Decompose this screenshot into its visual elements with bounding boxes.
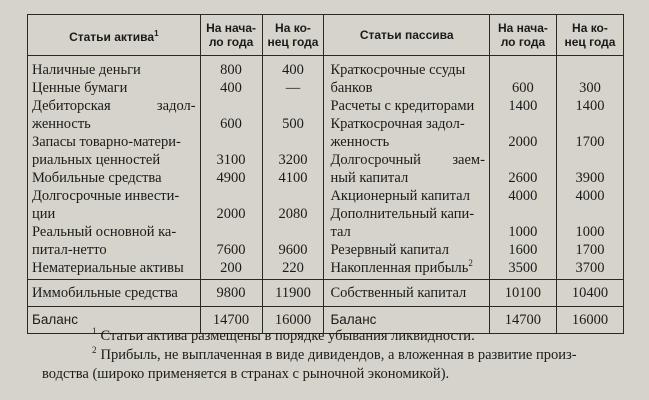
liability-item: Резервный капитал xyxy=(324,241,489,259)
liability-item: тал xyxy=(324,223,489,241)
liability-item: ный капитал xyxy=(324,169,489,187)
liability-item: Накопленная прибыль$^2$ xyxy=(324,259,489,280)
subtotal-row xyxy=(28,280,624,307)
liab-start-of-year-header: На нача- ло года xyxy=(489,15,556,56)
balance-assets-start: 14700 xyxy=(200,307,262,334)
liability-end-value: 4000 xyxy=(556,187,623,205)
liability-end-value: 300 xyxy=(556,79,623,97)
liability-item: Краткосрочные ссуды xyxy=(324,56,489,80)
liability-item: Краткосрочная задол- xyxy=(324,115,489,133)
liability-start-value: 4000 xyxy=(489,187,556,205)
asset-start-value xyxy=(200,133,262,151)
liability-end-value: 1400 xyxy=(556,97,623,115)
immobile-assets-label: Иммобильные средства xyxy=(28,280,201,307)
asset-end-value: 500 xyxy=(262,115,324,133)
liability-item: банков xyxy=(324,79,489,97)
table-row xyxy=(28,187,624,205)
asset-start-value: 400 xyxy=(200,79,262,97)
table-row xyxy=(28,79,624,97)
table-row xyxy=(28,56,624,80)
asset-end-value xyxy=(262,133,324,151)
start-of-year-header: На нача- ло года xyxy=(200,15,262,56)
liab-end-of-year-header: На ко- нец года xyxy=(556,15,623,56)
asset-end-value: 3200 xyxy=(262,151,324,169)
asset-end-value: 2080 xyxy=(262,205,324,223)
asset-item: Нематериальные активы xyxy=(28,259,201,280)
asset-item: питал-нетто xyxy=(28,241,201,259)
liability-end-value xyxy=(556,115,623,133)
table-row xyxy=(28,97,624,115)
table-body xyxy=(28,56,624,280)
end-of-year-header: На ко- нец года xyxy=(262,15,324,56)
asset-item: ции xyxy=(28,205,201,223)
liability-start-value xyxy=(489,205,556,223)
liability-start-value xyxy=(489,115,556,133)
assets-header: Статьи актива$^1$ xyxy=(28,15,201,56)
asset-start-value: 2000 xyxy=(200,205,262,223)
asset-item: Дебиторская задол- xyxy=(28,97,201,115)
asset-item: женность xyxy=(28,115,201,133)
immobile-assets-start: 9800 xyxy=(200,280,262,307)
table-row xyxy=(28,151,624,169)
liability-item: женность xyxy=(324,133,489,151)
table-row xyxy=(28,223,624,241)
asset-start-value xyxy=(200,97,262,115)
table-header-row xyxy=(28,15,624,56)
asset-start-value xyxy=(200,223,262,241)
asset-start-value xyxy=(200,187,262,205)
asset-item: Реальный основной ка- xyxy=(28,223,201,241)
asset-start-value: 600 xyxy=(200,115,262,133)
balance-liabilities-end: 16000 xyxy=(556,307,623,334)
liability-item: Долгосрочный заем- xyxy=(324,151,489,169)
liability-start-value xyxy=(489,56,556,80)
table-row xyxy=(28,133,624,151)
asset-item: Ценные бумаги xyxy=(28,79,201,97)
liability-end-value: 1000 xyxy=(556,223,623,241)
liability-end-value: 3700 xyxy=(556,259,623,280)
equity-start: 10100 xyxy=(489,280,556,307)
footnote-2: $^2$ Прибыль, не выплаченная в виде дивидендов, а вложенная в развитие произ- xyxy=(92,345,577,363)
asset-item: риальных ценностей xyxy=(28,151,201,169)
liability-start-value: 1000 xyxy=(489,223,556,241)
footnote-1: $^1$ Статьи актива размещены в порядке убывания ликвидности. xyxy=(92,326,475,344)
asset-end-value: 4100 xyxy=(262,169,324,187)
equity-end: 10400 xyxy=(556,280,623,307)
asset-end-value xyxy=(262,187,324,205)
liability-end-value: 3900 xyxy=(556,169,623,187)
liability-end-value xyxy=(556,151,623,169)
equity-label: Собственный капитал xyxy=(324,280,489,307)
asset-start-value: 200 xyxy=(200,259,262,280)
table-row xyxy=(28,241,624,259)
balance-liabilities-start: 14700 xyxy=(489,307,556,334)
balance-assets-end: 16000 xyxy=(262,307,324,334)
asset-start-value: 3100 xyxy=(200,151,262,169)
asset-end-value: 9600 xyxy=(262,241,324,259)
asset-start-value: 4900 xyxy=(200,169,262,187)
asset-end-value: 220 xyxy=(262,259,324,280)
liability-end-value xyxy=(556,205,623,223)
balance-label-assets: Баланс xyxy=(28,307,201,334)
footnote-2-continuation: водства (широко применяется в странах с рыночной экономикой). xyxy=(42,366,450,382)
asset-start-value: 800 xyxy=(200,56,262,80)
asset-item: Наличные деньги xyxy=(28,56,201,80)
liability-end-value: 1700 xyxy=(556,133,623,151)
liability-item: Акционерный капитал xyxy=(324,187,489,205)
liability-start-value: 2600 xyxy=(489,169,556,187)
table-row xyxy=(28,259,624,280)
liability-start-value: 1400 xyxy=(489,97,556,115)
asset-start-value: 7600 xyxy=(200,241,262,259)
liability-start-value: 600 xyxy=(489,79,556,97)
liability-start-value xyxy=(489,151,556,169)
balance-sheet-table xyxy=(27,14,624,334)
asset-item: Мобильные средства xyxy=(28,169,201,187)
table-row xyxy=(28,205,624,223)
asset-end-value: 400 xyxy=(262,56,324,80)
table-row xyxy=(28,169,624,187)
liability-end-value xyxy=(556,56,623,80)
liabilities-header: Статьи пассива xyxy=(324,15,489,56)
liability-start-value: 3500 xyxy=(489,259,556,280)
liability-item: Дополнительный капи- xyxy=(324,205,489,223)
asset-end-value: — xyxy=(262,79,324,97)
liability-item: Расчеты с кредиторами xyxy=(324,97,489,115)
asset-item: Долгосрочные инвести- xyxy=(28,187,201,205)
asset-end-value xyxy=(262,223,324,241)
liability-start-value: 1600 xyxy=(489,241,556,259)
footnotes xyxy=(42,326,632,384)
balance-label-liabilities: Баланс xyxy=(324,307,489,334)
table-row xyxy=(28,115,624,133)
liability-start-value: 2000 xyxy=(489,133,556,151)
asset-item: Запасы товарно-матери- xyxy=(28,133,201,151)
immobile-assets-end: 11900 xyxy=(262,280,324,307)
liability-end-value: 1700 xyxy=(556,241,623,259)
asset-end-value xyxy=(262,97,324,115)
